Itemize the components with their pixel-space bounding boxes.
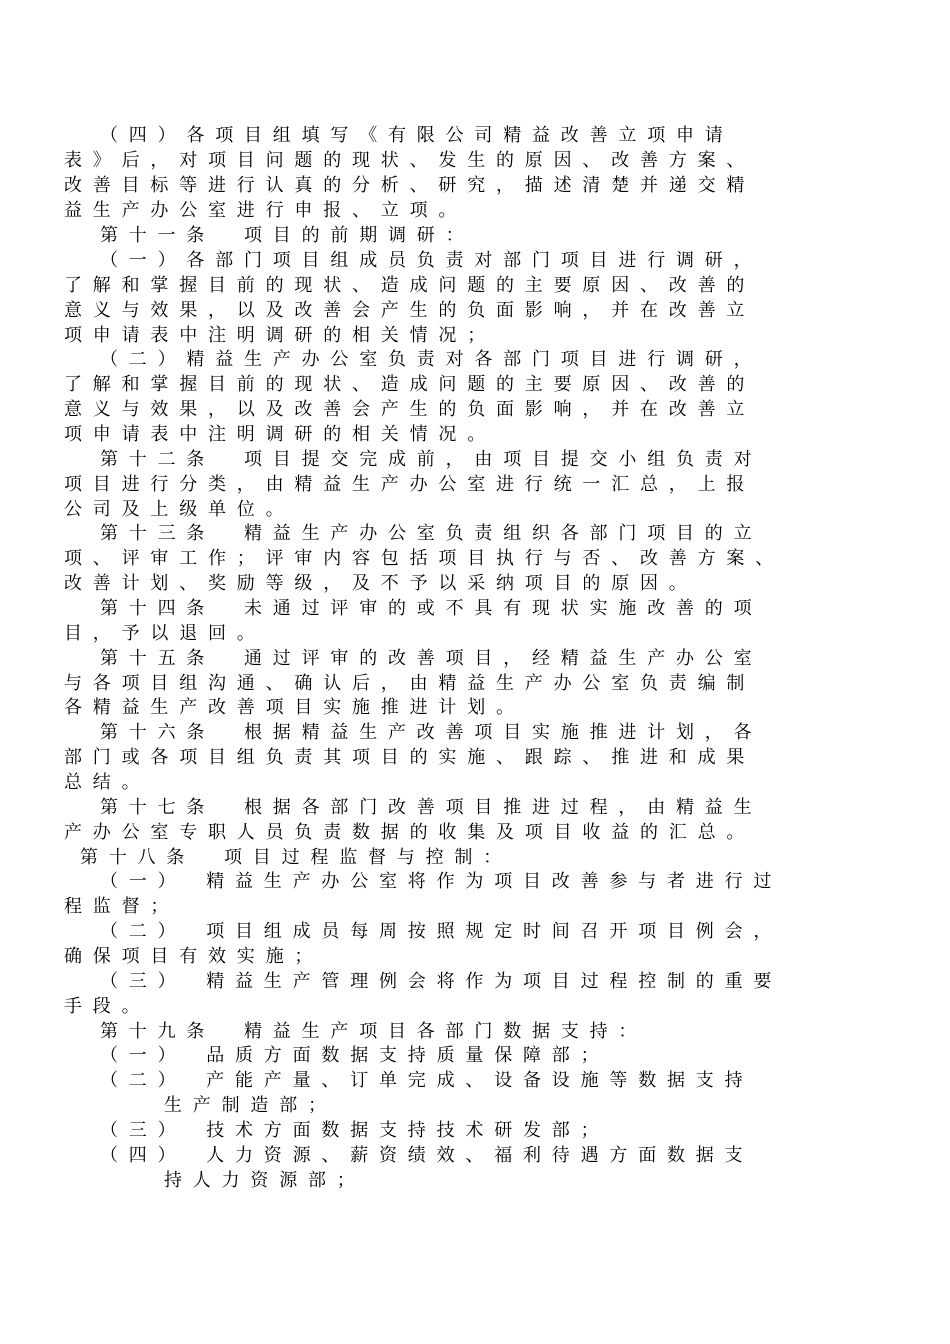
text-line: （三） 技术方面数据支持技术研发部； [100,1120,610,1141]
article-heading: 第十一条 项目的前期调研： [100,225,475,246]
text-line: 各精益生产改善项目实施推进计划。 [64,697,525,718]
text-line: （一）各部门项目组成员负责对部门项目进行调研， [100,250,763,271]
text-line: 项申请表中注明调研的相关情况。 [64,424,496,445]
text-line: 产办公室专职人员负责数据的收集及项目收益的汇总。 [64,822,756,843]
text-line: （四） 人力资源、薪资绩效、福利待遇方面数据支 [100,1145,754,1166]
text-line: 项申请表中注明调研的相关情况； [64,325,496,346]
text-line: 生产制造部； [164,1095,337,1116]
article-heading: 第十二条 项目提交完成前，由项目提交小组负责对 [100,449,763,470]
article-heading: 第十九条 精益生产项目各部门数据支持： [100,1021,648,1042]
article-heading: 第十五条 通过评审的改善项目，经精益生产办公室 [100,648,763,669]
text-line: 意义与效果，以及改善会产生的负面影响，并在改善立 [64,399,756,420]
text-line: （一） 精益生产办公室将作为项目改善参与者进行过 [100,871,783,892]
text-line: 益生产办公室进行申报、立项。 [64,200,468,221]
text-line: 手段。 [64,996,151,1017]
text-line: （二）精益生产办公室负责对各部门项目进行调研， [100,349,763,370]
text-line: 确保项目有效实施； [64,946,324,967]
text-line: （四）各项目组填写《有限公司精益改善立项申请 [100,125,734,146]
text-line: （二） 产能产量、订单完成、设备设施等数据支持 [100,1070,754,1091]
article-heading: 第十四条 未通过评审的或不具有现状实施改善的项 [100,598,763,619]
text-line: 意义与效果，以及改善会产生的负面影响，并在改善立 [64,300,756,321]
article-heading: 第十七条 根据各部门改善项目推进过程，由精益生 [100,797,763,818]
text-line: 与各项目组沟通、确认后，由精益生产办公室负责编制 [64,673,756,694]
text-line: 项、评审工作；评审内容包括项目执行与否、改善方案、 [64,548,784,569]
text-line: 持人力资源部； [164,1170,366,1191]
text-line: 了解和掌握目前的现状、造成问题的主要原因、改善的 [64,374,756,395]
article-heading: 第十八条 项目过程监督与控制： [80,847,512,868]
text-line: （一） 品质方面数据支持质量保障部； [100,1045,610,1066]
text-line: （二） 项目组成员每周按照规定时间召开项目例会， [100,921,783,942]
article-heading: 第十三条 精益生产办公室负责组织各部门项目的立 [100,523,763,544]
text-line: 改善目标等进行认真的分析、研究，描述清楚并递交精 [64,175,756,196]
text-line: 表》后，对项目问题的现状、发生的原因、改善方案、 [64,150,756,171]
text-line: 改善计划、奖励等级，及不予以采纳项目的原因。 [64,573,698,594]
text-line: 程监督； [64,896,180,917]
text-line: （三） 精益生产管理例会将作为项目过程控制的重要 [100,971,783,992]
text-line: 公司及上级单位。 [64,499,295,520]
text-line: 目，予以退回。 [64,623,266,644]
article-heading: 第十六条 根据精益生产改善项目实施推进计划，各 [100,722,763,743]
text-line: 总结。 [64,772,151,793]
text-line: 了解和掌握目前的现状、造成问题的主要原因、改善的 [64,275,756,296]
text-line: 部门或各项目组负责其项目的实施、跟踪、推进和成果 [64,747,756,768]
text-line: 项目进行分类，由精益生产办公室进行统一汇总，上报 [64,474,756,495]
